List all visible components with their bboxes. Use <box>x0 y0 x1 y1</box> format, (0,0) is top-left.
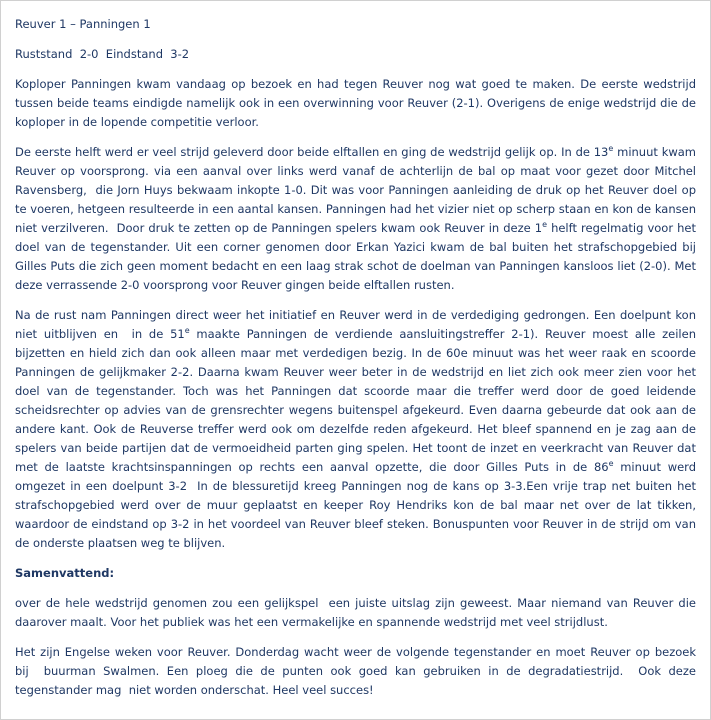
paragraph-summary: over de hele wedstrijd genomen zou een gelijkspel een juiste uitslag zijn geweest. Maar niemand van Reuver die daarover maalt. Voor het publiek was het een vermakelijke en spannende wedstrijd met veel strijdlust. <box>15 596 700 629</box>
paragraph-first-half: De eerste helft werd er veel strijd geleverd door beide elftallen en ging de wedstrijd gelijk op. In de 13e minuut kwam Reuver op voorsprong. via een aanval over links werd vanaf de achterlijn de bal op maat voor gezet door Mitchel Ravensberg, die Jorn Huys bekwaam inkopte 1-0. Dit was voor Panningen aanleiding de druk op het Reuver doel op te voeren, hetgeen resulteerde in een aantal kansen. Panningen had het vizier niet op scherp staan en kon de kansen niet verzilveren. Door druk te zetten op de Panningen spelers kwam ook Reuver in deze 1e helft regelmatig voor het doel van de tegenstander. Uit een corner genomen door Erkan Yazici kwam de bal buiten het strafschopgebied bij Gilles Puts die zich geen moment bedacht en een laag strak schot de doelman van Panningen kansloos liet (2-0). Met deze verrassende 2-0 voorsprong voor Reuver gingen beide elftallen rusten. <box>15 144 704 292</box>
paragraph-intro: Koploper Panningen kwam vandaag op bezoek en had tegen Reuver nog wat goed te maken. De eerste wedstrijd tussen beide teams eindigde namelijk ook in een overwinning voor Reuver (2-1). Overigens de enige wedstrijd die de koploper in de lopende competitie verloor. <box>15 77 700 129</box>
paragraph-outlook: Het zijn Engelse weken voor Reuver. Donderdag wacht weer de volgende tegenstander en moet Reuver op bezoek bij buurman Swalmen. Een ploeg die de punten ook goed kan gebruiken in de degradatiestrijd. Ook deze tegenstander mag niet worden onderschat. Heel veel succes! <box>15 645 704 697</box>
paragraph-second-half: Na de rust nam Panningen direct weer het initiatief en Reuver werd in de verdediging gedrongen. Een doelpunt kon niet uitblijven en in de 51e maakte Panningen de verdiende aansluitingstreffer 2-1). Reuver moest alle zeilen bijzetten en hield zich dan ook alleen maar met verdedigen bezig. In de 60e minuut was het weer raak en scoorde Panningen de gelijkmaker 2-2. Daarna kwam Reuver weer beter in de wedstrijd en liet zich ook meer zien voor het doel van de tegenstander. Toch was het Panningen dat scoorde maar die treffer werd door de goed leidende scheidsrechter op advies van de grensrechter wegens buitenspel afgekeurd. Even daarna gebeurde dat ook aan de andere kant. Ook de Reuverse treffer werd ook om dezelfde reden afgekeurd. Het bleef spannend en je zag aan de spelers van beide partijen dat de vermoeidheid parten ging spelen. Het toont de inzet en veerkracht van Reuver dat met de laatste krachtsinspanningen op rechts een aanval opzette, die door Gilles Puts in de 86e minuut werd omgezet in een doelpunt 3-2 In de blessuretijd kreeg Panningen nog de kans op 3-3.Een vrije trap net buiten het strafschopgebied werd over de muur geplaatst en keeper Roy Hendriks kon de bal maar net over de lat tikken, waardoor de eindstand op 3-2 in het voordeel van Reuver bleef steken. Bonuspunten voor Reuver in de strijd om van de onderste plaatsen weg te blijven. <box>15 308 700 550</box>
paragraph-summary-heading: Samenvattend: <box>15 566 115 580</box>
page-title: Reuver 1 – Panningen 1 <box>15 17 151 31</box>
score-summary: Ruststand 2-0 Eindstand 3-2 <box>15 47 190 61</box>
article-body <box>15 75 704 700</box>
